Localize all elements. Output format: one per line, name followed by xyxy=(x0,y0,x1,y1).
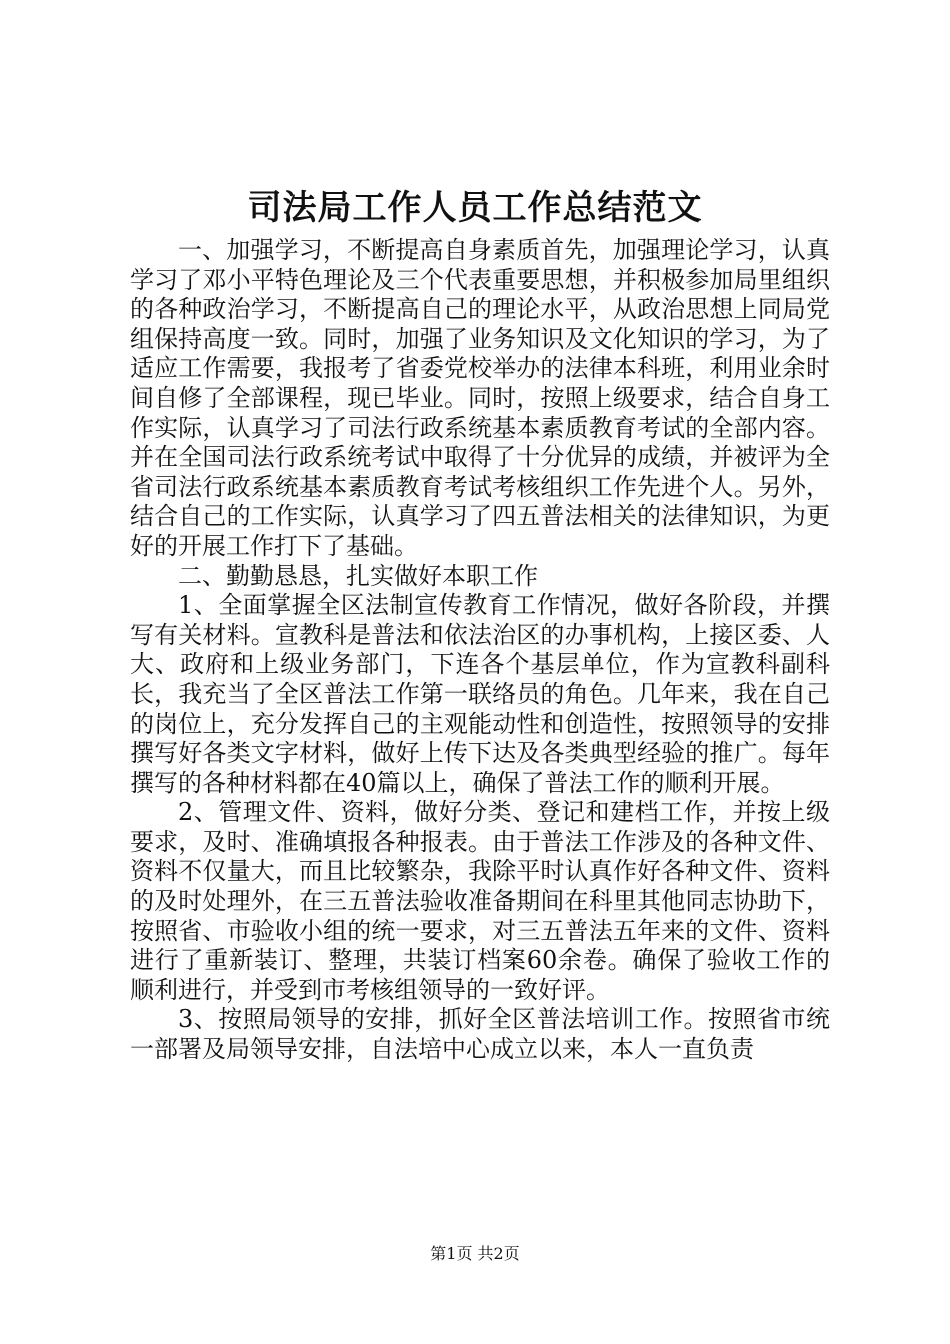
page-number-footer: 第1页 共2页 xyxy=(430,1244,520,1263)
paragraph-study: 一、加强学习，不断提高自身素质首先，加强理论学习，认真学习了邓小平特色理论及三个代表重要思想，并积极参加局里组织的各种政治学习，不断提高自己的理论水平，从政治思想上同局党组保持高度一致。同时，加强了业务知识及文化知识的学习，为了适应工作需要，我报考了省委党校举办的法律本科班，利用业余时间自修了全部课程，现已毕业。同时，按照上级要求，结合自身工作实际，认真学习了司法行政系统基本素质教育考试的全部内容。并在全国司法行政系统考试中取得了十分优异的成绩，并被评为全省司法行政系统基本素质教育考试考核组织工作先进个人。另外，结合自己的工作实际，认真学习了四五普法相关的法律知识，为更好的开展工作打下了基础。 xyxy=(130,236,830,560)
paragraph-item-2: 2、管理文件、资料，做好分类、登记和建档工作，并按上级要求，及时、准确填报各种报表。由于普法工作涉及的各种文件、资料不仅量大，而且比较繁杂，我除平时认真作好各种文件、资料的及时处理外，在三五普法验收准备期间在科里其他同志协助下，按照省、市验收小组的统一要求，对三五普法五年来的文件、资料进行了重新装订、整理，共装订档案60余卷。确保了验收工作的顺利进行，并受到市考核组领导的一致好评。 xyxy=(130,798,830,1004)
paragraph-heading-duty: 二、勤勤恳恳，扎实做好本职工作 xyxy=(178,561,538,590)
document-body xyxy=(130,236,830,1065)
paragraph-item-1: 1、全面掌握全区法制宣传教育工作情况，做好各阶段，并撰写有关材料。宣教科是普法和依法治区的办事机构，上接区委、人大、政府和上级业务部门，下连各个基层单位，作为宣教科副科长，我充当了全区普法工作第一联络员的角色。几年来，我在自己的岗位上，充分发挥自己的主观能动性和创造性，按照领导的安排撰写好各类文字材料，做好上传下达及各类典型经验的推广。每年撰写的各种材料都在40篇以上，确保了普法工作的顺利开展。 xyxy=(130,591,830,797)
document-title: 司法局工作人员工作总结范文 xyxy=(247,188,703,228)
paragraph-item-3: 3、按照局领导的安排，抓好全区普法培训工作。按照省市统一部署及局领导安排，自法培中心成立以来，本人一直负责 xyxy=(130,1005,830,1064)
